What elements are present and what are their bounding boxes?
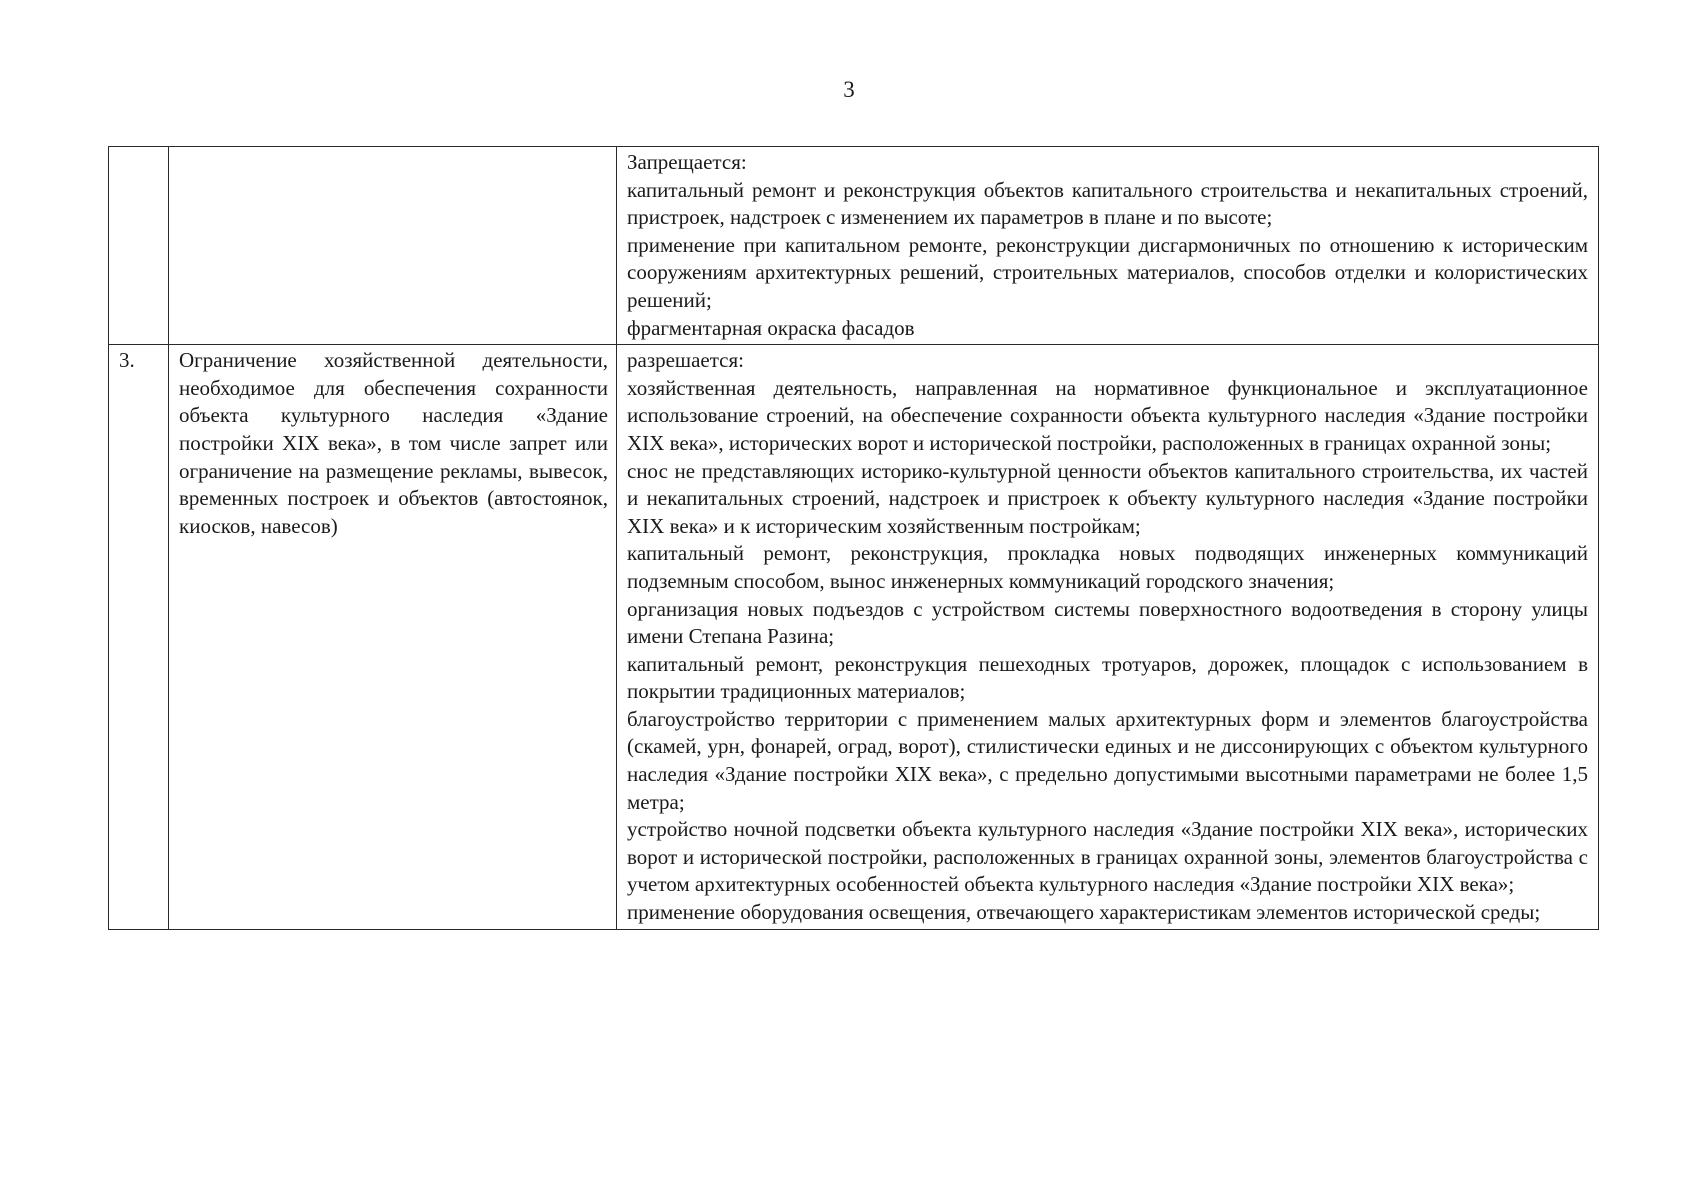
row-name xyxy=(169,147,616,149)
regime-paragraph: устройство ночной подсветки объекта культурного наследия «Здание постройки XIX века», исторических ворот и исторической постройки, расположенных в границах охранной зоны, элементов благоустройства с учетом архитектурных особенностей объекта культурного наследия «Здание постройки XIX века»; xyxy=(627,817,1588,897)
regime-paragraph: организация новых подъездов с устройством системы поверхностного водоотведения в сторону улицы имени Степана Разина; xyxy=(627,596,1588,649)
regime-paragraph: капитальный ремонт и реконструкция объектов капитального строительства и некапитальных строений, пристроек, надстроек с изменением их параметров в плане и по высоте; xyxy=(627,177,1588,230)
table-row xyxy=(109,345,1599,929)
row-number: 3. xyxy=(119,348,135,373)
page-number: 3 xyxy=(843,77,855,102)
row-name-cell xyxy=(169,345,617,929)
regime-paragraph: капитальный ремонт, реконструкция, прокладка новых подводящих инженерных коммуникаций подземным способом, вынос инженерных коммуникаций городского значения; xyxy=(627,541,1588,593)
regime-paragraph: применение при капитальном ремонте, реконструкции дисгармоничных по отношению к историческим сооружениям архитектурных решений, строительных материалов, способов отделки и колористических решений; xyxy=(627,232,1588,312)
regime-paragraph: снос не представляющих историко-культурной ценности объектов капитального строительства, их частей и некапитальных строений, надстроек и пристроек к объекту культурного наследия «Здание постройки XIX века» и к историческим хозяйственным постройкам; xyxy=(627,458,1588,538)
regime-heading: разрешается: xyxy=(627,348,744,373)
row-regime-cell xyxy=(617,147,1599,345)
row-name: Ограничение хозяйственной деятельности, необходимое для обеспечения сохранности объекта культурного наследия «Здание постройки XIX века», в том числе запрет или ограничение на размещение рекламы, вывесок, временных построек и объектов (автостоянок, киосков, навесов) xyxy=(179,348,608,538)
row-number-cell xyxy=(109,147,169,345)
regime-table xyxy=(108,146,1599,930)
regime-paragraph: хозяйственная деятельность, направленная на нормативное функциональное и эксплуатационное использование строений, на обеспечение сохранности объекта культурного наследия «Здание постройки XIX века», исторических ворот и исторической постройки, расположенных в границах охранной зоны; xyxy=(627,375,1588,455)
row-name-cell xyxy=(169,147,617,345)
row-number xyxy=(109,147,168,149)
row-regime-cell xyxy=(617,345,1599,929)
regime-paragraph: благоустройство территории с применением малых архитектурных форм и элементов благоустройства (скамей, урн, фонарей, оград, ворот), стилистически единых и не диссонирующих с объектом культурного наследия «Здание постройки XIX века», с предельно допустимыми высотными параметрами не более 1,5 метра; xyxy=(627,706,1588,814)
regime-paragraph: фрагментарная окраска фасадов xyxy=(627,315,915,340)
regime-heading: Запрещается: xyxy=(627,150,747,174)
table-row xyxy=(109,147,1599,345)
regime-paragraph: капитальный ремонт, реконструкция пешеходных тротуаров, дорожек, площадок с использованием в покрытии традиционных материалов; xyxy=(627,651,1588,704)
regime-paragraph: применение оборудования освещения, отвечающего характеристикам элементов исторической среды; xyxy=(627,900,1541,925)
row-number-cell xyxy=(109,345,169,929)
